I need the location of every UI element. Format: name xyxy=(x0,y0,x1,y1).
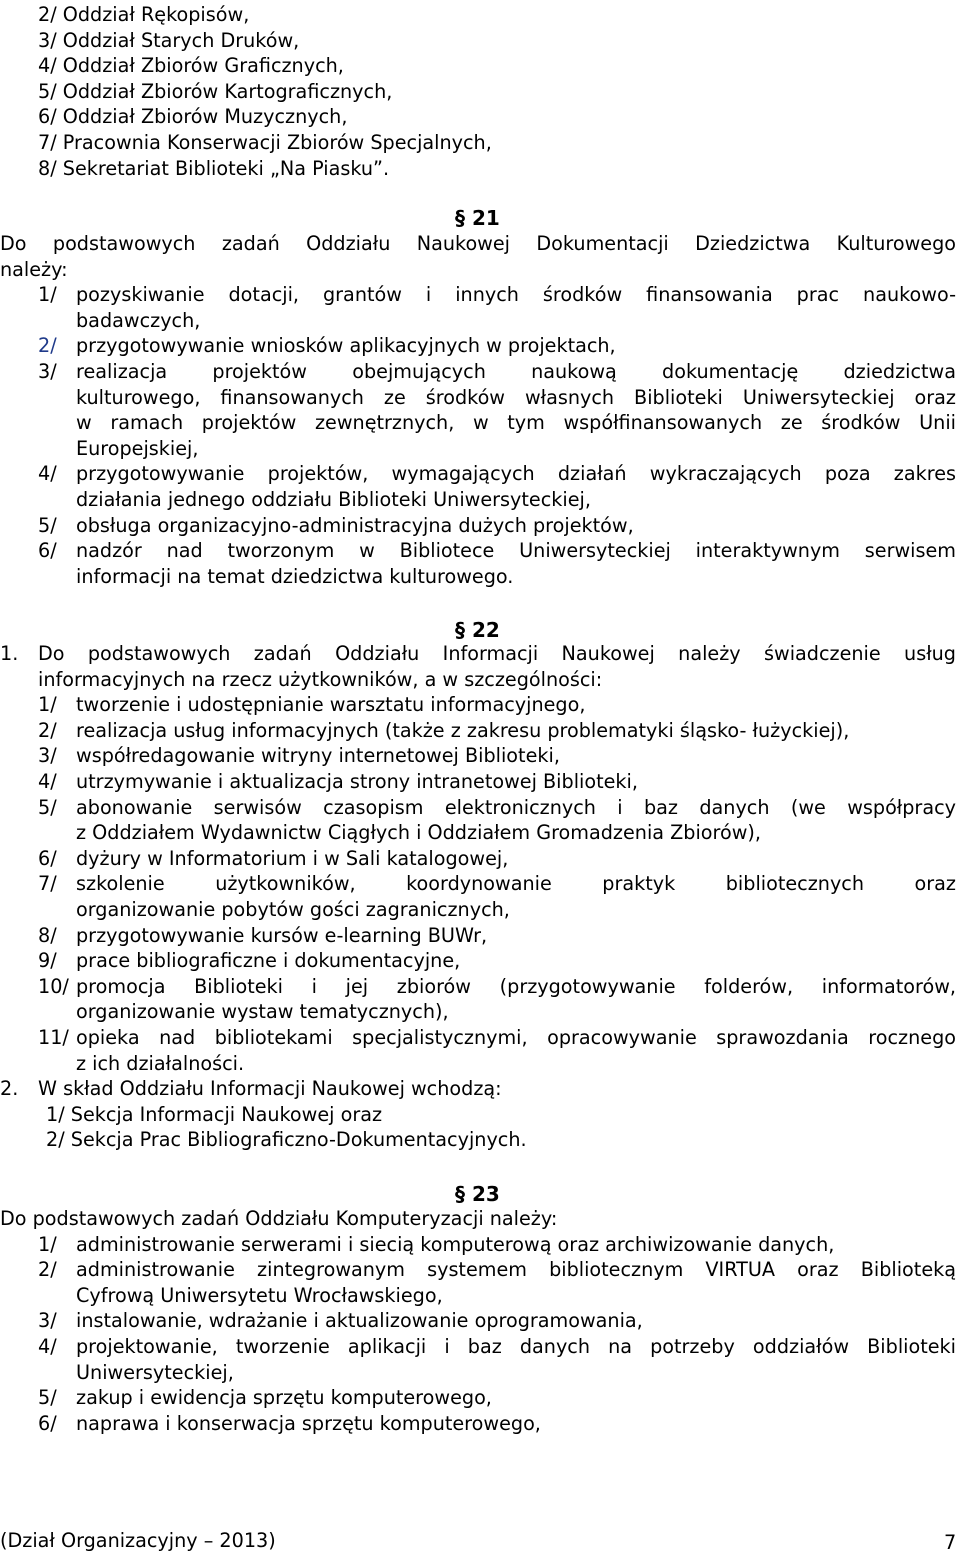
item-number: 9/ xyxy=(38,949,57,973)
item-number: 3/ xyxy=(38,744,57,768)
list-item: 3/ Oddział Starych Druków, xyxy=(38,28,300,52)
paragraph-line: W skład Oddziału Informacji Naukowej wchodzą: xyxy=(38,1077,502,1101)
item-number: 5/ xyxy=(38,513,57,537)
item-line: badawczych, xyxy=(76,308,201,332)
page-number: 7 xyxy=(944,1531,957,1554)
item-line: dyżury w Informatorium i w Sali katalogowej, xyxy=(76,846,509,870)
item-line: pozyskiwanie dotacji, grantów i innych środków finansowania prac naukowo- xyxy=(76,283,956,307)
item-number: 4/ xyxy=(38,462,57,486)
item-line: przygotowywanie projektów, wymagających działań wykraczających poza zakres xyxy=(76,462,956,486)
paragraph-line: należy: xyxy=(0,257,68,281)
item-line: obsługa organizacyjno-administracyjna dużych projektów, xyxy=(76,513,634,537)
section-heading-23: § 23 xyxy=(455,1182,500,1206)
paragraph-line: Do podstawowych zadań Oddziału Komputeryzacji należy: xyxy=(0,1207,558,1230)
item-line: opieka nad bibliotekami specjalistycznymi, opracowywanie sprawozdania rocznego xyxy=(76,1026,956,1049)
item-line: współredagowanie witryny internetowej Biblioteki, xyxy=(76,744,560,768)
item-number: 7/ xyxy=(38,872,57,896)
item-number: 5/ xyxy=(38,795,57,819)
item-line: Cyfrową Uniwersytetu Wrocławskiego, xyxy=(76,1283,443,1307)
list-item: 6/ Oddział Zbiorów Muzycznych, xyxy=(38,105,348,129)
list-item: 8/ Sekretariat Biblioteki „Na Piasku”. xyxy=(38,156,390,180)
item-line: tworzenie i udostępnianie warsztatu informacyjnego, xyxy=(76,693,586,717)
item-line: organizowanie wystaw tematycznych), xyxy=(76,1000,449,1024)
item-number: 2/ xyxy=(38,1258,57,1282)
item-number: 4/ xyxy=(38,1335,57,1358)
item-line: promocja Biblioteki i jej zbiorów (przygotowywanie folderów, informatorów, xyxy=(76,974,956,998)
item-line: zakup i ewidencja sprzętu komputerowego, xyxy=(76,1386,492,1410)
item-line: działania jednego oddziału Biblioteki Uniwersyteckiej, xyxy=(76,488,591,511)
item-line: prace bibliograficzne i dokumentacyjne, xyxy=(76,949,461,973)
item-number: 1/ xyxy=(38,283,57,307)
item-line: utrzymywanie i aktualizacja strony intranetowej Biblioteki, xyxy=(76,770,638,793)
item-number: 1/ xyxy=(38,693,57,717)
section-heading-22: § 22 xyxy=(455,618,500,642)
item-number: 8/ xyxy=(38,923,57,947)
list-item: 1/ Sekcja Informacji Naukowej oraz xyxy=(46,1102,383,1126)
list-item: 5/ Oddział Zbiorów Kartograficznych, xyxy=(38,79,393,103)
item-line: administrowanie serwerami i siecią komputerową oraz archiwizowanie danych, xyxy=(76,1232,835,1256)
item-line: z Oddziałem Wydawnictw Ciągłych i Oddziałem Gromadzenia Zbiorów), xyxy=(76,821,762,845)
item-line: Europejskiej, xyxy=(76,436,199,460)
footer-text: (Dział Organizacyjny – 2013) xyxy=(0,1529,276,1552)
item-line: organizowanie pobytów gości zagranicznych, xyxy=(76,898,510,921)
item-number: 4/ xyxy=(38,770,57,793)
list-item: 2/ Sekcja Prac Bibliograficzno-Dokumentacyjnych. xyxy=(46,1128,527,1152)
item-line: abonowanie serwisów czasopism elektronicznych i baz danych (we współpracy xyxy=(76,795,956,819)
list-item: 7/ Pracownia Konserwacji Zbiorów Specjalnych, xyxy=(38,131,492,154)
list-item: 4/ Oddział Zbiorów Graficznych, xyxy=(38,54,344,78)
item-line: instalowanie, wdrażanie i aktualizowanie oprogramowania, xyxy=(76,1309,643,1333)
paragraph-line: Do podstawowych zadań Oddziału Naukowej Dokumentacji Dziedzictwa Kulturowego xyxy=(0,232,956,255)
item-number: 6/ xyxy=(38,846,57,870)
item-line: realizacja usług informacyjnych (także z zakresu problematyki śląsko- łużyckiej), xyxy=(76,718,850,742)
item-number: 10/ xyxy=(38,974,69,998)
item-number: 11/ xyxy=(38,1026,69,1049)
item-line: szkolenie użytkowników, koordynowanie praktyk bibliotecznych oraz xyxy=(76,872,956,896)
item-line: z ich działalności. xyxy=(76,1051,245,1075)
item-line: przygotowywanie wniosków aplikacyjnych w projektach, xyxy=(76,334,616,358)
paragraph-line: Do podstawowych zadań Oddziału Informacji Naukowej należy świadczenie usług xyxy=(38,642,956,665)
paragraph-line: informacyjnych na rzecz użytkowników, a w szczególności: xyxy=(38,667,603,691)
item-number: 2/ xyxy=(38,718,57,742)
item-line: nadzór nad tworzonym w Bibliotece Uniwersyteckiej interaktywnym serwisem xyxy=(76,539,956,563)
item-line: realizacja projektów obejmujących naukową dokumentację dziedzictwa xyxy=(76,360,956,383)
section-heading-21: § 21 xyxy=(455,206,500,230)
item-number: 2/ xyxy=(38,334,57,358)
item-number: 6/ xyxy=(38,1411,57,1435)
item-line: informacji na temat dziedzictwa kulturowego. xyxy=(76,564,514,588)
paragraph-number: 1. xyxy=(0,642,19,665)
item-line: projektowanie, tworzenie aplikacji i baz danych na potrzeby oddziałów Biblioteki xyxy=(76,1335,956,1358)
item-line: Uniwersyteckiej, xyxy=(76,1360,234,1384)
item-number: 3/ xyxy=(38,360,57,383)
paragraph-number: 2. xyxy=(0,1077,19,1101)
list-item: 2/ Oddział Rękopisów, xyxy=(38,3,250,26)
item-line: w ramach projektów zewnętrznych, w tym współfinansowanych ze środków Unii xyxy=(76,411,956,435)
item-number: 5/ xyxy=(38,1386,57,1410)
item-number: 1/ xyxy=(38,1232,57,1256)
item-line: kulturowego, finansowanych ze środków własnych Biblioteki Uniwersyteckiej oraz xyxy=(76,385,956,409)
item-number: 6/ xyxy=(38,539,57,563)
item-line: administrowanie zintegrowanym systemem bibliotecznym VIRTUA oraz Biblioteką xyxy=(76,1258,956,1282)
item-number: 3/ xyxy=(38,1309,57,1333)
item-line: naprawa i konserwacja sprzętu komputerowego, xyxy=(76,1411,541,1435)
item-line: przygotowywanie kursów e-learning BUWr, xyxy=(76,923,488,947)
